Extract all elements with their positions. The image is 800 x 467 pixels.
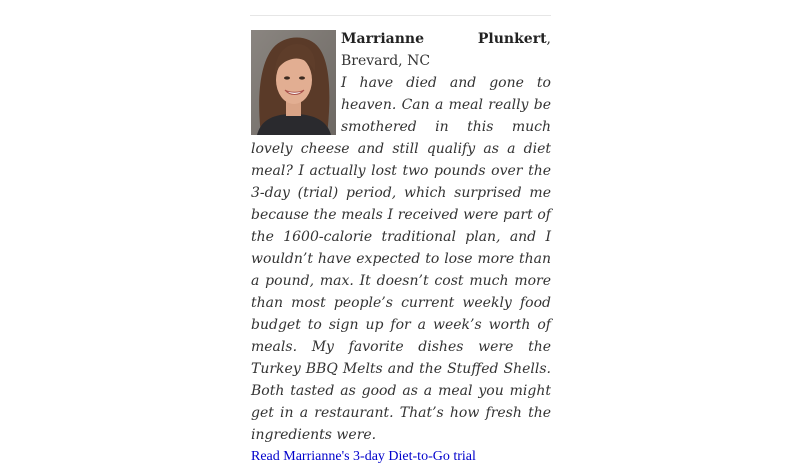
- read-trial-link[interactable]: Read Marrianne's 3-day Diet-to-Go trial: [251, 449, 476, 464]
- testimonial-quote: I have died and gone to heaven. Can a meal really be smothered in this much lovely cheese and still qualify as a diet meal? I actually lost two pounds over the 3-day (trial) period, which surprised me because the meals I received were part of the 1600-calorie traditional plan, and I wouldn’t have expected to lose more than a pound, max. It doesn’t cost much more than most people’s current weekly food budget to sign up for a week’s worth of meals. My favorite dishes were the Turkey BBQ Melts and the Stuffed Shells. Both tasted as good as a meal you might get in a restaurant. That’s how fresh the ingredients were.: [251, 75, 551, 443]
- author-name: Marrianne Plunkert: [341, 31, 547, 47]
- testimonial-card: [251, 28, 551, 467]
- author-location: , Brevard, NC: [341, 31, 551, 69]
- author-photo: [251, 30, 336, 135]
- section-divider: [250, 15, 551, 16]
